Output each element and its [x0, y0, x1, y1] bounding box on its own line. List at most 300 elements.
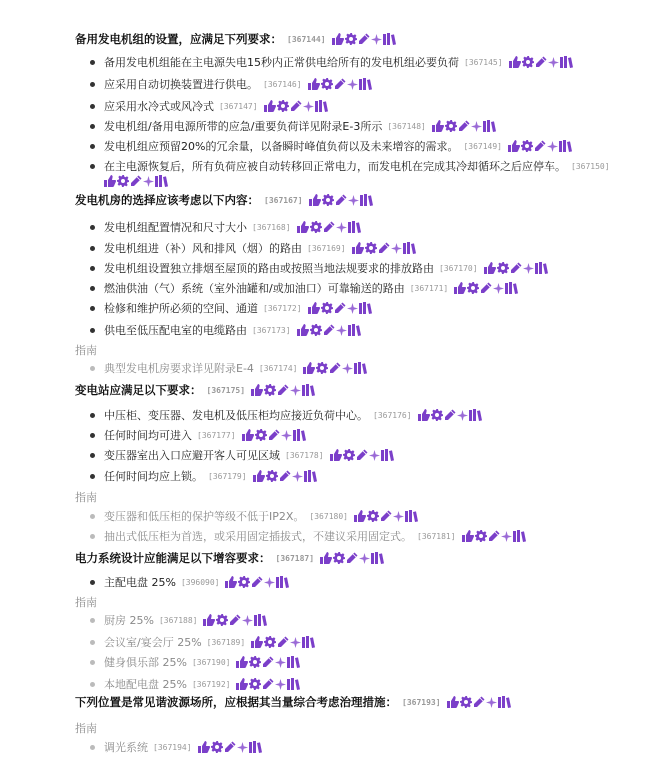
action-icons: [453, 282, 518, 294]
reference-code: [367173]: [252, 325, 291, 335]
action-icons: [307, 302, 372, 314]
sparkle-icon[interactable]: [342, 363, 353, 374]
item-text: 发电机组配置情况和尺寸大小: [104, 221, 247, 234]
reference-code: [367150]: [571, 161, 610, 171]
pencil-icon[interactable]: [279, 470, 291, 482]
action-icons: [461, 530, 526, 542]
requirement-item: [0, 572, 648, 592]
action-icons: [235, 656, 300, 668]
pencil-icon[interactable]: [510, 262, 522, 274]
thumbs-up-icon[interactable]: [417, 409, 430, 421]
action-icons: [296, 324, 361, 336]
pencil-icon[interactable]: [229, 614, 241, 626]
book-icon[interactable]: [348, 221, 361, 233]
book-icon[interactable]: [383, 33, 396, 45]
bullet: [90, 580, 95, 585]
book-icon[interactable]: [498, 696, 511, 708]
thumbs-up-icon[interactable]: [263, 100, 276, 112]
guide-label-row: [0, 592, 648, 612]
item-text: 抽出式低压柜为首选，或采用固定插拔式，不建议采用固定式。: [104, 530, 412, 543]
thumbs-up-icon[interactable]: [351, 242, 364, 254]
sparkle-icon[interactable]: [523, 263, 534, 274]
gear-icon[interactable]: [249, 656, 261, 668]
reference-code: [367175]: [206, 385, 246, 395]
bullet: [90, 366, 95, 371]
book-icon[interactable]: [505, 282, 518, 294]
thumbs-up-icon[interactable]: [329, 449, 342, 461]
item-text: 应采用自动切换装置进行供电。: [104, 78, 258, 91]
action-icons: [329, 449, 394, 461]
book-icon[interactable]: [302, 384, 315, 396]
requirement-item: [0, 136, 648, 156]
reference-code: [367190]: [191, 657, 231, 667]
book-icon[interactable]: [371, 552, 384, 564]
gear-icon[interactable]: [521, 140, 533, 152]
requirement-item: [0, 425, 648, 445]
gear-icon[interactable]: [117, 175, 129, 187]
sparkle-icon[interactable]: [290, 637, 301, 648]
item-text: 发电机组进（补）风和排风（烟）的路由: [104, 242, 302, 255]
guide-label-row: [0, 718, 648, 738]
pencil-icon[interactable]: [277, 636, 289, 648]
guide-item: [0, 652, 648, 672]
sparkle-icon[interactable]: [369, 450, 380, 461]
reference-code: [367145]: [464, 57, 503, 67]
section-heading: [0, 692, 648, 712]
reference-code: [367148]: [387, 121, 426, 131]
gear-icon[interactable]: [365, 242, 377, 254]
reference-code: [367176]: [373, 410, 412, 420]
reference-code: [367178]: [285, 450, 324, 460]
reference-code: [367189]: [206, 637, 246, 647]
section-title: 下列位置是常见谐波源场所，应根据其当量综合考虑治理措施：: [75, 695, 397, 709]
bullet: [90, 534, 95, 539]
section-heading: [0, 190, 648, 210]
pencil-icon[interactable]: [358, 33, 370, 45]
reference-code: [367179]: [208, 471, 247, 481]
gear-icon[interactable]: [238, 576, 250, 588]
guide-label: 指南: [75, 722, 97, 735]
item-text: 燃油供油（气）系统（室外油罐和/或加油口）可靠输送的路由: [104, 282, 405, 295]
pencil-icon[interactable]: [488, 530, 500, 542]
requirement-item: [0, 320, 648, 340]
thumbs-up-icon[interactable]: [296, 324, 309, 336]
bullet: [90, 60, 95, 65]
book-icon[interactable]: [155, 175, 168, 187]
item-text: 典型发电机房要求详见附录E-4: [104, 362, 254, 375]
requirement-item: [0, 298, 648, 318]
bullet: [90, 164, 95, 169]
sparkle-icon[interactable]: [237, 742, 248, 753]
thumbs-up-icon[interactable]: [302, 362, 315, 374]
gear-icon[interactable]: [497, 262, 509, 274]
item-text: 发电机组/备用电源所带的应急/重要负荷详见附录E-3所示: [104, 120, 383, 133]
book-icon[interactable]: [276, 576, 289, 588]
book-icon[interactable]: [403, 242, 416, 254]
gear-icon[interactable]: [345, 33, 357, 45]
book-icon[interactable]: [559, 140, 572, 152]
reference-code: [367188]: [158, 615, 198, 625]
pencil-icon[interactable]: [346, 552, 358, 564]
sparkle-icon[interactable]: [290, 385, 301, 396]
action-icons: [508, 56, 573, 68]
sparkle-icon[interactable]: [548, 57, 559, 68]
pencil-icon[interactable]: [535, 56, 547, 68]
sparkle-icon[interactable]: [486, 697, 497, 708]
guide-item: [0, 610, 648, 630]
gear-icon[interactable]: [264, 384, 276, 396]
thumbs-up-icon[interactable]: [241, 429, 254, 441]
bullet: [90, 286, 95, 291]
section-title: 电力系统设计应能满足以下增容要求：: [75, 551, 271, 565]
pencil-icon[interactable]: [335, 194, 347, 206]
guide-label: 指南: [75, 344, 97, 357]
item-text: 应采用水冷式或风冷式: [104, 100, 214, 113]
thumbs-up-icon[interactable]: [250, 384, 263, 396]
pencil-icon[interactable]: [480, 282, 492, 294]
sparkle-icon[interactable]: [264, 577, 275, 588]
item-icons-wrap: [0, 171, 648, 191]
guide-label: 指南: [75, 596, 97, 609]
requirement-item: [0, 217, 648, 237]
bullet: [90, 514, 95, 519]
gear-icon[interactable]: [522, 56, 534, 68]
bullet: [90, 266, 95, 271]
action-icons: [235, 678, 300, 690]
book-icon[interactable]: [405, 510, 418, 522]
item-text: 本地配电盘 25%: [104, 678, 187, 691]
sparkle-icon[interactable]: [347, 303, 358, 314]
book-icon[interactable]: [304, 470, 317, 482]
gear-icon[interactable]: [321, 78, 333, 90]
item-text: 任何时间均可进入: [104, 429, 192, 442]
gear-icon[interactable]: [322, 194, 334, 206]
book-icon[interactable]: [287, 678, 300, 690]
pencil-icon[interactable]: [251, 576, 263, 588]
action-icons: [197, 741, 262, 753]
guide-item: [0, 526, 648, 546]
bullet: [90, 745, 95, 750]
thumbs-up-icon[interactable]: [252, 470, 265, 482]
pencil-icon[interactable]: [334, 78, 346, 90]
guide-item: [0, 737, 648, 757]
pencil-icon[interactable]: [268, 429, 280, 441]
action-icons: [446, 696, 511, 708]
gear-icon[interactable]: [316, 362, 328, 374]
pencil-icon[interactable]: [130, 175, 142, 187]
gear-icon[interactable]: [211, 741, 223, 753]
sparkle-icon[interactable]: [348, 195, 359, 206]
action-icons: [331, 33, 396, 45]
bullet: [90, 413, 95, 418]
pencil-icon[interactable]: [473, 696, 485, 708]
item-text: 任何时间均应上锁。: [104, 470, 203, 483]
pencil-icon[interactable]: [378, 242, 390, 254]
gear-icon[interactable]: [367, 510, 379, 522]
item-text: 变压器和低压柜的保护等级不低于IP2X。: [104, 510, 305, 523]
action-icons: [103, 175, 168, 187]
reference-code: [367146]: [263, 79, 302, 89]
thumbs-up-icon[interactable]: [103, 175, 116, 187]
reference-code: [367170]: [439, 263, 478, 273]
sparkle-icon[interactable]: [501, 531, 512, 542]
pencil-icon[interactable]: [334, 302, 346, 314]
book-icon[interactable]: [359, 78, 372, 90]
sparkle-icon[interactable]: [391, 243, 402, 254]
sparkle-icon[interactable]: [303, 101, 314, 112]
sparkle-icon[interactable]: [371, 34, 382, 45]
thumbs-up-icon[interactable]: [307, 78, 320, 90]
pencil-icon[interactable]: [224, 741, 236, 753]
book-icon[interactable]: [359, 302, 372, 314]
reference-code: [367149]: [463, 141, 502, 151]
reference-code: [367171]: [409, 283, 449, 293]
gear-icon[interactable]: [255, 429, 267, 441]
gear-icon[interactable]: [343, 449, 355, 461]
book-icon[interactable]: [360, 194, 373, 206]
gear-icon[interactable]: [475, 530, 487, 542]
action-icons: [263, 100, 328, 112]
action-icons: [224, 576, 289, 588]
sparkle-icon[interactable]: [347, 79, 358, 90]
requirement-item: [0, 405, 648, 425]
sparkle-icon[interactable]: [547, 141, 558, 152]
action-icons: [241, 429, 306, 441]
reference-code: [396090]: [180, 577, 220, 587]
action-icons: [308, 194, 373, 206]
book-icon[interactable]: [535, 262, 548, 274]
thumbs-up-icon[interactable]: [331, 33, 344, 45]
requirement-item: [0, 445, 648, 465]
reference-code: [367172]: [263, 303, 302, 313]
bullet: [90, 104, 95, 109]
bullet: [90, 640, 95, 645]
requirement-item: [0, 258, 648, 278]
reference-code: [367147]: [219, 101, 258, 111]
guide-item: [0, 506, 648, 526]
bullet: [90, 433, 95, 438]
guide-label-row: [0, 487, 648, 507]
action-icons: [507, 140, 572, 152]
requirement-item: [0, 278, 648, 298]
item-text: 主配电盘 25%: [104, 576, 176, 589]
section-heading: [0, 29, 648, 49]
thumbs-up-icon[interactable]: [308, 194, 321, 206]
pencil-icon[interactable]: [534, 140, 546, 152]
thumbs-up-icon[interactable]: [224, 576, 237, 588]
gear-icon[interactable]: [266, 470, 278, 482]
section-title: 发电机房的选择应该考虑以下内容：: [75, 193, 259, 207]
requirement-item: [0, 52, 648, 72]
reference-code: [367174]: [258, 363, 298, 373]
bullet: [90, 682, 95, 687]
thumbs-up-icon[interactable]: [431, 120, 444, 132]
action-icons: [302, 362, 367, 374]
gear-icon[interactable]: [460, 696, 472, 708]
thumbs-up-icon[interactable]: [483, 262, 496, 274]
bullet: [90, 474, 95, 479]
thumbs-up-icon[interactable]: [453, 282, 466, 294]
pencil-icon[interactable]: [329, 362, 341, 374]
guide-label: 指南: [75, 491, 97, 504]
item-text: 发电机组设置独立排烟至屋顶的路由或按照当地法规要求的排放路由: [104, 262, 434, 275]
bullet: [90, 618, 95, 623]
book-icon[interactable]: [287, 656, 300, 668]
gear-icon[interactable]: [310, 221, 322, 233]
book-icon[interactable]: [293, 429, 306, 441]
reference-code: [367167]: [264, 195, 303, 205]
thumbs-up-icon[interactable]: [461, 530, 474, 542]
action-icons: [417, 409, 482, 421]
pencil-icon[interactable]: [262, 656, 274, 668]
book-icon[interactable]: [354, 362, 367, 374]
sparkle-icon[interactable]: [281, 430, 292, 441]
reference-code: [367144]: [287, 34, 326, 44]
pencil-icon[interactable]: [290, 100, 302, 112]
item-text: 厨房 25%: [104, 614, 154, 627]
requirement-item: [0, 74, 648, 94]
gear-icon[interactable]: [249, 678, 261, 690]
gear-icon[interactable]: [277, 100, 289, 112]
thumbs-up-icon[interactable]: [296, 221, 309, 233]
reference-code: [367192]: [191, 679, 231, 689]
section-heading: [0, 380, 648, 400]
book-icon[interactable]: [513, 530, 526, 542]
gear-icon[interactable]: [467, 282, 479, 294]
action-icons: [202, 614, 267, 626]
pencil-icon[interactable]: [444, 409, 456, 421]
book-icon[interactable]: [249, 741, 262, 753]
sparkle-icon[interactable]: [493, 283, 504, 294]
thumbs-up-icon[interactable]: [307, 302, 320, 314]
gear-icon[interactable]: [431, 409, 443, 421]
bullet: [90, 660, 95, 665]
item-text: 会议室/宴会厅 25%: [104, 636, 202, 649]
action-icons: [483, 262, 548, 274]
sparkle-icon[interactable]: [336, 222, 347, 233]
action-icons: [431, 120, 496, 132]
reference-code: [367194]: [153, 742, 192, 752]
item-text: 中压柜、变压器、发电机及低压柜均应接近负荷中心。: [104, 409, 368, 422]
sparkle-icon[interactable]: [242, 615, 253, 626]
sparkle-icon[interactable]: [336, 325, 347, 336]
book-icon[interactable]: [302, 636, 315, 648]
bullet: [90, 306, 95, 311]
section-title: 备用发电机组的设置，应满足下列要求：: [75, 32, 282, 46]
item-text: 备用发电机组能在主电源失电15秒内正常供电给所有的发电机组必要负荷: [104, 56, 459, 69]
guide-label-row: [0, 340, 648, 360]
guide-item: [0, 632, 648, 652]
action-icons: [307, 78, 372, 90]
item-text: 调光系统: [104, 741, 148, 754]
reference-code: [367168]: [252, 222, 291, 232]
action-icons: [351, 242, 416, 254]
item-text: 供电至低压配电室的电缆路由: [104, 324, 247, 337]
book-icon[interactable]: [469, 409, 482, 421]
bullet: [90, 124, 95, 129]
thumbs-up-icon[interactable]: [235, 656, 248, 668]
book-icon[interactable]: [254, 614, 267, 626]
bullet: [90, 246, 95, 251]
pencil-icon[interactable]: [262, 678, 274, 690]
bullet: [90, 328, 95, 333]
bullet: [90, 453, 95, 458]
pencil-icon[interactable]: [356, 449, 368, 461]
action-icons: [353, 510, 418, 522]
book-icon[interactable]: [348, 324, 361, 336]
requirement-item: [0, 238, 648, 258]
thumbs-up-icon[interactable]: [197, 741, 210, 753]
sparkle-icon[interactable]: [275, 679, 286, 690]
reference-code: [367180]: [309, 511, 348, 521]
sparkle-icon[interactable]: [393, 511, 404, 522]
section-title: 变电站应满足以下要求：: [75, 383, 202, 397]
action-icons: [250, 636, 315, 648]
item-text: 变压器室出入口应避开客人可见区域: [104, 449, 280, 462]
sparkle-icon[interactable]: [292, 471, 303, 482]
sparkle-icon[interactable]: [471, 121, 482, 132]
pencil-icon[interactable]: [277, 384, 289, 396]
sparkle-icon[interactable]: [143, 176, 154, 187]
thumbs-up-icon[interactable]: [319, 552, 332, 564]
sparkle-icon[interactable]: [275, 657, 286, 668]
item-text: 在主电源恢复后，所有负荷应被自动转移回正常电力，而发电机在完成其冷却循环之后应停车。: [104, 160, 566, 173]
reference-code: [367177]: [197, 430, 236, 440]
gear-icon[interactable]: [264, 636, 276, 648]
gear-icon[interactable]: [310, 324, 322, 336]
thumbs-up-icon[interactable]: [250, 636, 263, 648]
sparkle-icon[interactable]: [457, 410, 468, 421]
thumbs-up-icon[interactable]: [507, 140, 520, 152]
pencil-icon[interactable]: [380, 510, 392, 522]
thumbs-up-icon[interactable]: [235, 678, 248, 690]
pencil-icon[interactable]: [458, 120, 470, 132]
requirement-item: [0, 466, 648, 486]
thumbs-up-icon[interactable]: [353, 510, 366, 522]
reference-code: [367181]: [417, 531, 456, 541]
thumbs-up-icon[interactable]: [508, 56, 521, 68]
thumbs-up-icon[interactable]: [202, 614, 215, 626]
sparkle-icon[interactable]: [359, 553, 370, 564]
bullet: [90, 225, 95, 230]
pencil-icon[interactable]: [323, 324, 335, 336]
gear-icon[interactable]: [321, 302, 333, 314]
item-text: 发电机组应预留20%的冗余量，以备瞬时峰值负荷以及未来增容的需求。: [104, 140, 459, 153]
reference-code: [367169]: [307, 243, 346, 253]
requirement-item: [0, 116, 648, 136]
bullet: [90, 82, 95, 87]
book-icon[interactable]: [315, 100, 328, 112]
thumbs-up-icon[interactable]: [446, 696, 459, 708]
section-heading: [0, 548, 648, 568]
gear-icon[interactable]: [333, 552, 345, 564]
action-icons: [296, 221, 361, 233]
bullet: [90, 144, 95, 149]
gear-icon[interactable]: [445, 120, 457, 132]
guide-item: [0, 358, 648, 378]
gear-icon[interactable]: [216, 614, 228, 626]
item-text: 健身俱乐部 25%: [104, 656, 187, 669]
book-icon[interactable]: [483, 120, 496, 132]
action-icons: [319, 552, 384, 564]
pencil-icon[interactable]: [323, 221, 335, 233]
requirement-item: [0, 96, 648, 116]
guide-item: [0, 674, 648, 694]
action-icons: [250, 384, 315, 396]
book-icon[interactable]: [381, 449, 394, 461]
reference-code: [367193]: [402, 697, 441, 707]
book-icon[interactable]: [560, 56, 573, 68]
